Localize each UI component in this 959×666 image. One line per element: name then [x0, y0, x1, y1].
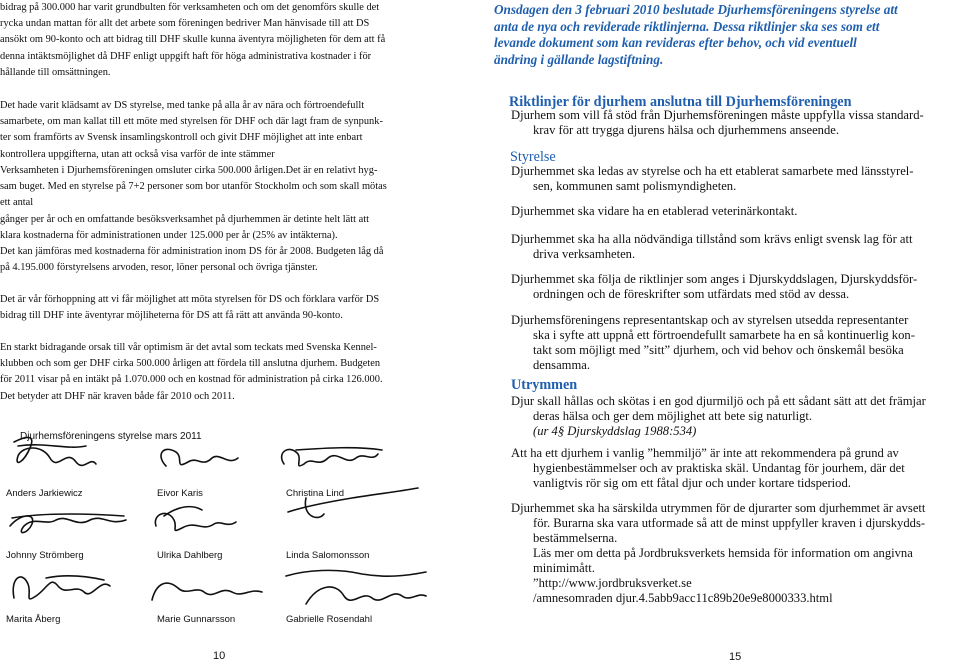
text-line: krav för att trygga djurens hälsa och djurhemmens anseende.	[533, 123, 839, 137]
text-line: hållande till omsättningen.	[0, 66, 111, 78]
text-line: takt som möjligt med ”sitt” djurhem, och vid behov och önskemål besöka	[533, 343, 904, 357]
text-line: klara kostnaderna för administrationen under 125.000 per år (25% av intäkterna).	[0, 229, 338, 241]
text-line: för. Burarna ska vara utformade så att de minst uppfyller kraven i djurskydds-	[533, 516, 926, 530]
text-line: Djurhem som vill få stöd från Djurhemsföreningen måste uppfylla vissa standard-	[511, 108, 924, 122]
link-jordbruksverket[interactable]: ”http://www.jordbruksverket.se	[533, 576, 692, 590]
text-line: denna intäktsmöjlighet då DHF enligt uppgift haft för höga administrativa kostnader i för	[0, 50, 372, 62]
text-line: ska i syfte att uppnå ett förtroendefullt samarbete ha en så kontinuerlig kon-	[533, 328, 915, 342]
paragraph-optimism	[0, 340, 452, 405]
paragraph-sarskilda-utrymmen	[511, 501, 959, 606]
heading-utrymmen: Utrymmen	[511, 377, 578, 393]
text-line: för 2011 visar på en intäkt på 1.070.000 och en kostnad för administration på cirka 126.000.	[0, 374, 383, 386]
paragraph-styrelse	[511, 164, 959, 194]
paragraph-hemmiljo	[511, 446, 959, 491]
text-line: sam buget. Med en styrelse på 7+2 personer som bor utanför Stockholm och som skall mötas	[0, 181, 387, 193]
text-line: Djurhemmet ska ha alla nödvändiga tillstånd som krävs enligt svensk lag för att	[511, 232, 913, 246]
text-line: Djurhemmet ska ha särskilda utrymmen för de djurarter som djurhemmet är avsett	[511, 501, 926, 515]
text-line: gånger per år och en omfattande besöksverksamhet på djurhemmen är detinte helt lätt att	[0, 213, 370, 225]
paragraph-tillstand	[511, 232, 959, 262]
text-line: ändring i gällande lagstiftning.	[494, 51, 664, 67]
text-line: (ur 4§ Djurskyddslag 1988:534)	[533, 424, 697, 438]
signature-name: Eivor Karis	[157, 488, 203, 499]
text-line: klubben och som ger DHF cirka 500.000 årligen att fördela till anslutna djurhem. Budgeten	[0, 358, 381, 370]
signature-name: Anders Jarkiewicz	[6, 488, 83, 499]
signature-name: Christina Lind	[286, 488, 345, 499]
text-line: Det kan jämföras med kostnaderna för administration inom DS för år 2008. Budgeten låg då	[0, 246, 384, 257]
text-line: levande dokument som kan revideras efter behov, och vid eventuell	[494, 35, 857, 51]
text-line: på 4.195.000 förstyrelsens arvoden, resor, löner personal och övriga tjänster.	[0, 262, 318, 274]
page-number: 10	[213, 650, 226, 662]
text-line: ordningen och de föreskrifter som utfärdats med stöd av dessa.	[533, 287, 850, 301]
heading-styrelse: Styrelse	[510, 149, 556, 165]
text-line: Läs mer om detta på Jordbruksverkets hemsida för information om angivna	[533, 546, 913, 560]
text-line: ter som framförts av Svensk insamlingskontroll och givit DHF möjlighet att inte enbart	[0, 132, 363, 144]
text-line: Det hade varit klädsamt av DS styrelse, med tanke på alla år av nära och förtroendefullt	[0, 100, 365, 111]
text-line: Att ha ett djurhem i vanlig ”hemmiljö” är inte att rekommendera på grund av	[511, 446, 899, 460]
signature-name: Marie Gunnarsson	[157, 614, 236, 625]
signature-name: Linda Salomonsson	[286, 550, 370, 561]
text-line: driva verksamheten.	[533, 247, 636, 261]
text-line: Djurhemmet ska vidare ha en etablerad veterinärkontakt.	[511, 204, 798, 218]
text-line: sen, kommunen samt polismyndigheten.	[533, 179, 737, 193]
text-line: bidrag på 300.000 har varit grundbulten för verksamheten och om det genomförs skulle det	[0, 2, 380, 13]
paragraph-bidrag	[0, 0, 452, 81]
paragraph-representantskap	[511, 313, 959, 373]
text-line: ansökt om 90-konto och att bidrag till DHF skulle kunna äventyra möjligheten för dem att få	[0, 34, 386, 46]
text-line: Det betyder att DHF när kraven både får 2010 och 2011.	[0, 390, 235, 402]
signature-name: Gabrielle Rosendahl	[286, 614, 373, 625]
text-line: bestämmelserna.	[533, 531, 618, 545]
signature-title: Djurhemsföreningens styrelse mars 2011	[20, 431, 202, 442]
paragraph-jamforas	[0, 244, 452, 276]
text-line: kontrollera uppgifterna, utan att också visa varför de inte stämmer	[0, 148, 275, 160]
paragraph-verksamheten	[0, 163, 452, 244]
text-line: bidrag till DHF inte äventyrar möjliheterna för DS att få rätt att använda 90-konto.	[0, 310, 343, 322]
text-line: Djurhemmet ska följa de riktlinjer som anges i Djurskyddslagen, Djurskyddsför-	[511, 272, 918, 286]
text-line: vanligtvis rör sig om ett fåtal djur och under kortare tidsperiod.	[533, 476, 851, 490]
text-line: samarbete, om man kallat till ett möte med styrelsen för DHF och där lagt fram de synpunk-	[0, 116, 383, 128]
left-page	[0, 0, 470, 666]
signature-name: Johnny Strömberg	[6, 550, 84, 561]
paragraph-standardkrav	[511, 108, 959, 138]
paragraph-djurskyddslagen	[511, 272, 959, 302]
link-jordbruksverket-path[interactable]: /amnesomraden djur.4.5abb9acc11c89b20e9e8000333.html	[533, 591, 833, 605]
intro-statement	[494, 2, 956, 68]
text-line: Djur skall hållas och skötas i en god djurmiljö och på ett sådant sätt att det främjar	[511, 394, 926, 408]
text-line: minimimått.	[533, 561, 595, 575]
paragraph-kladsamt	[0, 98, 452, 163]
paragraph-veterinar	[511, 204, 959, 219]
heading-riktlinjer: Riktlinjer för djurhem anslutna till Djurhemsföreningen	[509, 94, 852, 110]
signature-block	[6, 428, 446, 633]
paragraph-forhoppning	[0, 292, 452, 324]
page-number: 15	[729, 651, 742, 663]
text-line: hygienbestämmelser och av praktiska skäl. Undantag för jourhem, där det	[533, 461, 905, 475]
right-page	[480, 0, 959, 666]
text-line: Det är vår förhoppning att vi får möjlighet att möta styrelsen för DS och förklara varför DS	[0, 294, 380, 305]
text-line: deras hälsa och ger dem möjlighet att bete sig naturligt.	[533, 409, 813, 423]
text-line: rycka undan mattan för allt det arbete som föreningen bedriver Man hänvisade till att DS	[0, 18, 370, 30]
text-line: Onsdagen den 3 februari 2010 beslutade Djurhemsföreningens styrelse att	[494, 2, 898, 17]
text-line: anta de nya och reviderade riktlinjerna. Dessa riktlinjer ska ses som ett	[494, 18, 880, 34]
paragraph-djurmiljo	[511, 394, 959, 439]
text-line: Djurhemmet ska ledas av styrelse och ha ett etablerat samarbete med länsstyrel-	[511, 164, 914, 178]
signature-name: Ulrika Dahlberg	[157, 550, 223, 561]
signature-name: Marita Åberg	[6, 614, 61, 625]
text-line: Djurhemsföreningens representantskap och av styrelsen utsedda representanter	[511, 313, 909, 327]
text-line: Verksamheten i Djurhemsföreningen omsluter cirka 500.000 årligen.Det är en relativt hyg-	[0, 165, 378, 176]
text-line: En starkt bidragande orsak till vår optimism är det avtal som teckats med Svenska Kennel-	[0, 342, 377, 353]
text-line: ett antal	[0, 197, 34, 209]
handwritten-signatures	[6, 428, 446, 633]
text-line: densamma.	[533, 358, 591, 372]
